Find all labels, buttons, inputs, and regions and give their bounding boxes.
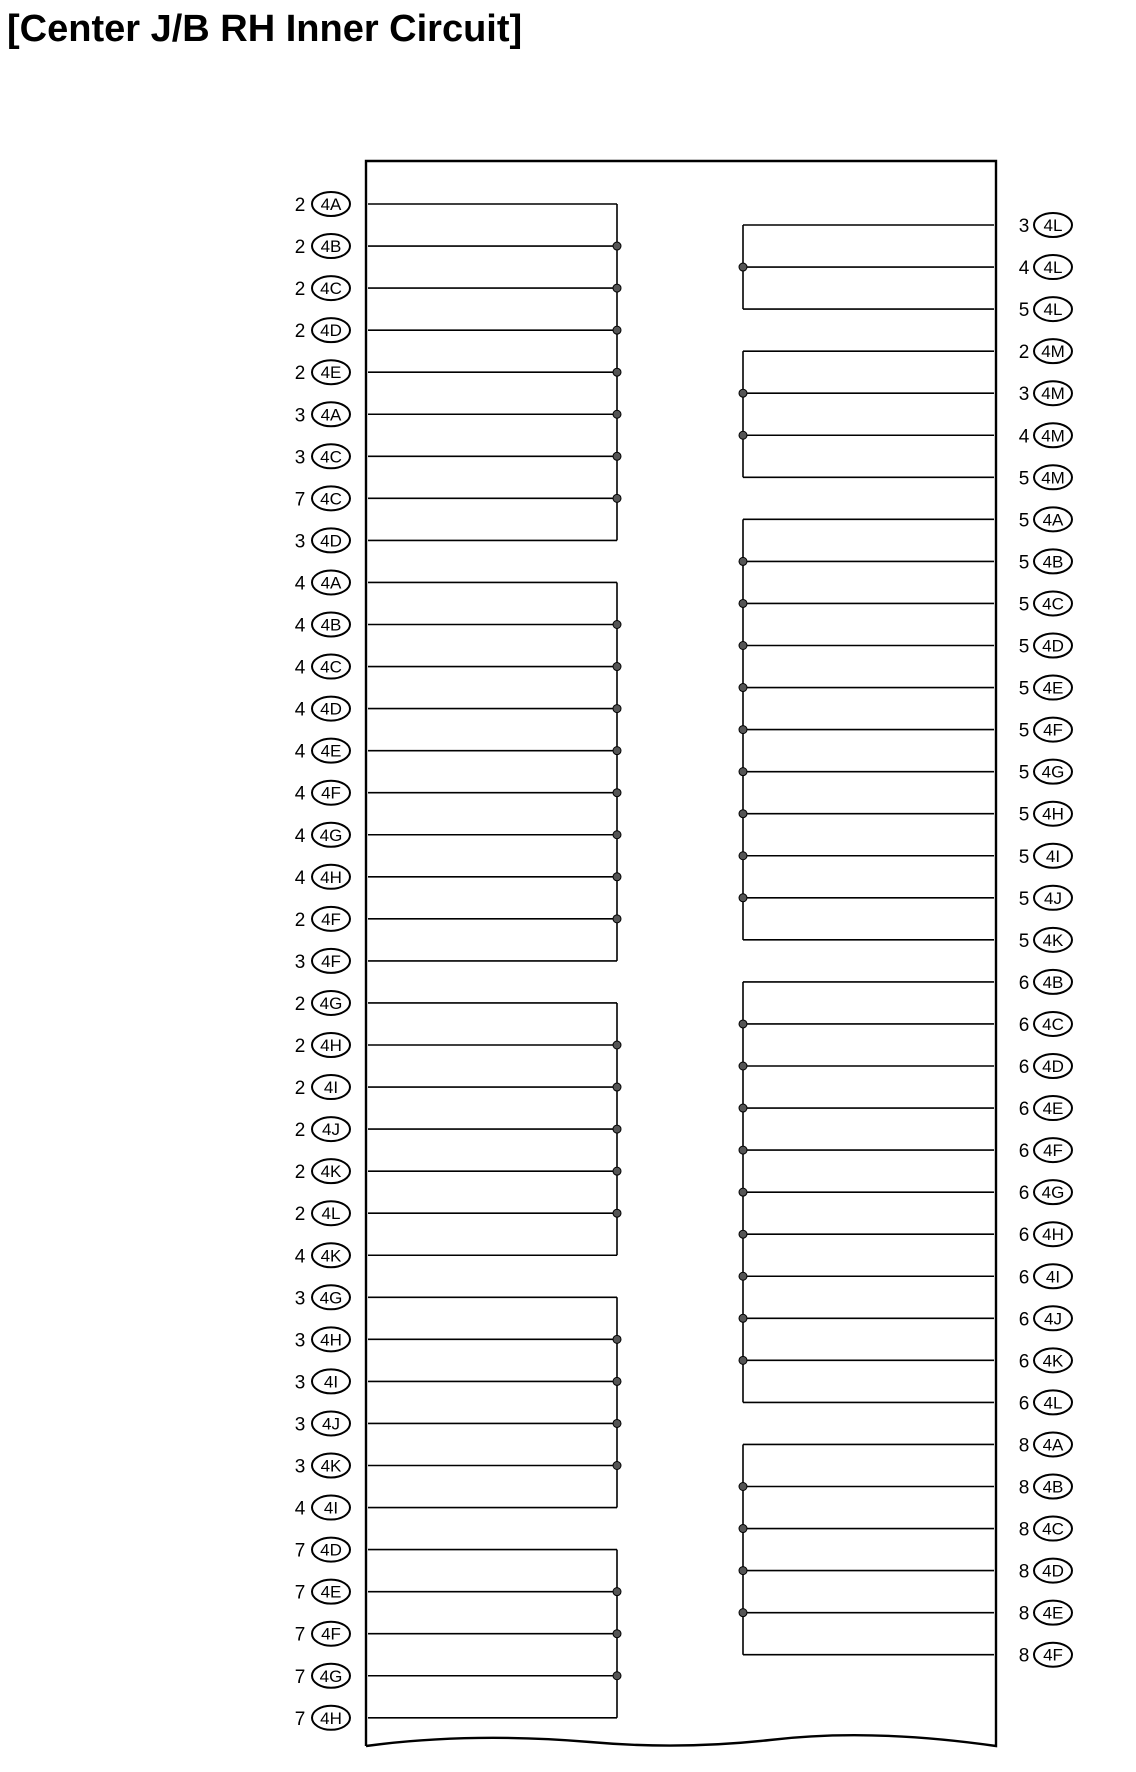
right-circuit-group — [739, 982, 994, 1403]
terminal-2-4A — [295, 192, 350, 216]
splice-dot — [613, 1335, 621, 1343]
pin-number: 3 — [1018, 216, 1030, 237]
connector-code: 4I — [1045, 1267, 1061, 1287]
pin-number: 2 — [294, 1162, 306, 1184]
splice-dot — [613, 1419, 621, 1427]
pin-number: 6 — [1018, 1225, 1030, 1247]
terminal-5-4J — [1019, 886, 1072, 910]
connector-code: 4I — [323, 1372, 339, 1392]
splice-dot — [739, 389, 747, 397]
splice-dot — [739, 431, 747, 439]
pin-number: 7 — [294, 1708, 306, 1730]
connector-code: 4C — [1042, 1014, 1064, 1034]
terminal-7-4E — [295, 1580, 350, 1604]
connector-code: 4D — [320, 531, 342, 551]
terminal-5-4A — [1019, 507, 1072, 531]
connector-code: 4D — [1042, 636, 1064, 656]
terminal-2-4L — [295, 1201, 350, 1225]
connector-code: 4A — [320, 573, 342, 593]
terminal-2-4J — [295, 1117, 350, 1141]
pin-number: 8 — [1018, 1435, 1030, 1457]
connector-code: 4M — [1041, 342, 1065, 362]
terminal-5-4F — [1019, 718, 1072, 742]
pin-number: 6 — [1018, 1393, 1030, 1415]
pin-number: 6 — [1018, 1014, 1030, 1036]
terminal-5-4D — [1019, 634, 1072, 658]
splice-dot — [739, 1062, 747, 1070]
splice-dot — [739, 852, 747, 860]
terminal-4-4F — [295, 781, 350, 805]
connector-code: 4C — [1042, 1519, 1064, 1539]
connector-code: 4B — [320, 615, 342, 635]
terminal-6-4B — [1019, 970, 1072, 994]
pin-number: 3 — [294, 1330, 306, 1352]
terminal-6-4E — [1019, 1096, 1072, 1120]
connector-code: 4L — [1043, 1393, 1063, 1413]
pin-number: 5 — [1018, 510, 1030, 532]
connector-code: 4F — [321, 783, 341, 803]
connector-code: 4I — [323, 1078, 339, 1098]
terminal-3-4A — [295, 402, 350, 426]
splice-dot — [739, 557, 747, 565]
pin-number: 4 — [294, 615, 306, 637]
connector-code: 4M — [1041, 468, 1065, 488]
pin-number: 2 — [294, 279, 306, 301]
connector-code: 4H — [1042, 1225, 1064, 1245]
splice-dot — [739, 1104, 747, 1112]
splice-dot — [613, 410, 621, 418]
splice-dot — [739, 1609, 747, 1617]
connector-code: 4C — [320, 279, 342, 299]
terminal-5-4E — [1019, 676, 1072, 700]
connector-code: 4J — [1044, 1309, 1062, 1329]
pin-number: 3 — [294, 1288, 306, 1310]
splice-dot — [739, 1356, 747, 1364]
connector-code: 4E — [1042, 1099, 1064, 1119]
terminal-8-4E — [1019, 1601, 1072, 1625]
splice-dot — [613, 452, 621, 460]
terminal-7-4H — [295, 1706, 350, 1730]
page-title: [Center J/B RH Inner Circuit] — [7, 8, 523, 50]
connector-code: 4E — [320, 1582, 342, 1602]
connector-code: 4B — [320, 237, 342, 257]
splice-dot — [739, 1483, 747, 1491]
terminal-4-4A — [295, 570, 350, 594]
terminal-4-4G — [295, 823, 350, 847]
terminal-2-4F — [295, 907, 350, 931]
right-circuit-group — [739, 1444, 994, 1654]
connector-code: 4F — [321, 1624, 341, 1644]
pin-number: 4 — [294, 1246, 306, 1268]
splice-dot — [613, 1588, 621, 1596]
pin-number: 4 — [294, 741, 306, 763]
terminal-6-4K — [1019, 1348, 1072, 1372]
connector-code: 4H — [320, 1036, 342, 1055]
pin-number: 8 — [1018, 1561, 1030, 1583]
pin-number: 3 — [294, 531, 306, 553]
splice-dot — [613, 1083, 621, 1091]
pin-number: 6 — [1018, 1351, 1030, 1373]
left-circuit-group — [368, 1003, 621, 1255]
splice-dot — [613, 1167, 621, 1175]
terminal-3-4J — [295, 1411, 350, 1435]
pin-number: 8 — [1018, 1603, 1030, 1625]
pin-number: 8 — [1018, 1519, 1030, 1541]
pin-number: 2 — [294, 1120, 306, 1142]
pin-number: 6 — [1018, 1267, 1030, 1289]
terminal-6-4J — [1019, 1306, 1072, 1330]
terminal-8-4C — [1019, 1517, 1072, 1541]
connector-code: 4G — [1041, 1183, 1065, 1203]
pin-number: 4 — [294, 1498, 306, 1520]
terminal-8-4A — [1019, 1432, 1072, 1456]
connector-code: 4K — [320, 1162, 342, 1182]
splice-dot — [739, 1567, 747, 1575]
terminal-5-4C — [1019, 591, 1072, 615]
splice-dot — [739, 810, 747, 818]
connector-code: 4G — [319, 993, 343, 1013]
pin-number: 3 — [294, 951, 306, 973]
splice-dot — [613, 705, 621, 713]
right-circuit-group — [739, 519, 994, 940]
connector-code: 4I — [323, 1498, 339, 1518]
connector-code: 4D — [1042, 1561, 1064, 1581]
terminal-5-4I — [1019, 844, 1072, 868]
pin-number: 4 — [294, 657, 306, 679]
terminal-3-4L — [1019, 213, 1072, 237]
pin-number: 4 — [294, 825, 306, 847]
pin-number: 3 — [294, 1414, 306, 1436]
connector-code: 4A — [320, 405, 342, 425]
terminal-2-4M — [1019, 339, 1072, 363]
connector-code: 4F — [321, 951, 341, 971]
pin-number: 7 — [294, 1666, 306, 1688]
splice-dot — [739, 1314, 747, 1322]
pin-number: 5 — [1018, 300, 1030, 322]
splice-dot — [739, 1525, 747, 1533]
pin-number: 5 — [1018, 636, 1030, 658]
connector-code: 4M — [1041, 426, 1065, 446]
terminal-7-4C — [295, 486, 350, 510]
pin-number: 3 — [294, 447, 306, 469]
connector-code: 4G — [319, 825, 343, 845]
connector-code: 4E — [1042, 678, 1064, 698]
pin-number: 4 — [294, 867, 306, 889]
connector-code: 4K — [1042, 930, 1064, 950]
pin-number: 5 — [1018, 846, 1030, 868]
pin-number: 3 — [294, 1372, 306, 1394]
terminal-5-4L — [1019, 297, 1072, 321]
connector-code: 4J — [322, 1414, 340, 1434]
connector-code: 4D — [1042, 1057, 1064, 1076]
splice-dot — [613, 1630, 621, 1638]
connector-code: 4F — [1043, 720, 1063, 740]
pin-number: 3 — [294, 1456, 306, 1478]
terminal-4-4E — [295, 739, 350, 763]
left-circuit-group — [368, 204, 621, 540]
splice-dot — [613, 663, 621, 671]
splice-dot — [739, 1230, 747, 1238]
connector-code: 4G — [319, 1288, 343, 1308]
pin-number: 2 — [294, 1036, 306, 1057]
connector-code: 4A — [320, 195, 342, 214]
pin-number: 3 — [1018, 384, 1030, 406]
connector-code: 4C — [1042, 594, 1064, 614]
connector-code: 4M — [1041, 384, 1065, 404]
pin-number: 8 — [1018, 1477, 1030, 1499]
connector-code: 4K — [1042, 1351, 1064, 1371]
pin-number: 2 — [294, 237, 306, 259]
terminal-4-4M — [1019, 423, 1072, 447]
terminal-6-4F — [1019, 1138, 1072, 1162]
connector-code: 4C — [320, 489, 342, 509]
connector-code: 4H — [320, 1330, 342, 1350]
connector-code: 4B — [1042, 552, 1064, 572]
splice-dot — [739, 684, 747, 692]
right-circuit-group — [739, 351, 994, 477]
pin-number: 6 — [1018, 1099, 1030, 1121]
right-circuit-group — [739, 225, 994, 309]
connector-code: 4H — [320, 867, 342, 887]
connector-code: 4D — [320, 321, 342, 341]
splice-dot — [613, 789, 621, 797]
terminal-2-4E — [295, 360, 350, 384]
splice-dot — [739, 768, 747, 776]
pin-number: 6 — [1018, 1141, 1030, 1163]
terminal-6-4L — [1019, 1390, 1072, 1414]
connector-code: 4L — [1043, 216, 1063, 235]
terminal-8-4B — [1019, 1475, 1072, 1499]
connector-code: 4L — [1043, 258, 1063, 278]
connector-code: 4G — [1041, 762, 1065, 782]
splice-dot — [613, 747, 621, 755]
terminal-6-4I — [1019, 1264, 1072, 1288]
terminal-8-4F — [1019, 1643, 1072, 1667]
pin-number: 2 — [294, 1204, 306, 1226]
connector-code: 4H — [320, 1708, 342, 1728]
pin-number: 2 — [294, 993, 306, 1015]
splice-dot — [739, 599, 747, 607]
connector-code: 4A — [1042, 1435, 1064, 1455]
connector-code: 4L — [321, 1204, 341, 1224]
terminal-8-4D — [1019, 1559, 1072, 1583]
terminal-4-4D — [295, 697, 350, 721]
splice-dot — [613, 326, 621, 334]
pin-number: 4 — [294, 573, 306, 595]
terminal-4-4I — [295, 1496, 350, 1520]
connector-code: 4C — [320, 447, 342, 467]
terminal-3-4D — [295, 528, 350, 552]
splice-dot — [613, 1672, 621, 1680]
splice-dot — [613, 621, 621, 629]
splice-dot — [739, 263, 747, 271]
left-circuit-group — [368, 582, 621, 960]
pin-number: 7 — [294, 1540, 306, 1562]
connector-code: 4F — [1043, 1645, 1063, 1665]
connector-code: 4K — [320, 1456, 342, 1476]
pin-number: 5 — [1018, 804, 1030, 826]
splice-dot — [613, 1041, 621, 1049]
connector-code: 4E — [320, 363, 342, 383]
terminal-4-4C — [295, 655, 350, 679]
terminal-4-4H — [295, 865, 350, 889]
connector-code: 4D — [320, 1540, 342, 1560]
terminal-5-4M — [1019, 465, 1072, 489]
splice-dot — [613, 284, 621, 292]
splice-dot — [613, 831, 621, 839]
pin-number: 5 — [1018, 468, 1030, 490]
pin-number: 2 — [294, 195, 306, 216]
splice-dot — [739, 1188, 747, 1196]
splice-dot — [613, 1462, 621, 1470]
connector-code: 4L — [1043, 300, 1063, 320]
connector-code: 4F — [321, 909, 341, 929]
terminal-7-4F — [295, 1622, 350, 1646]
terminal-2-4I — [295, 1075, 350, 1099]
splice-dot — [739, 1020, 747, 1028]
connector-code: 4B — [1042, 972, 1064, 992]
pin-number: 5 — [1018, 930, 1030, 952]
pin-number: 7 — [294, 489, 306, 511]
splice-dot — [739, 1146, 747, 1154]
pin-number: 5 — [1018, 762, 1030, 784]
pin-number: 2 — [294, 1078, 306, 1100]
connector-code: 4J — [1044, 888, 1062, 908]
pin-number: 3 — [294, 405, 306, 427]
connector-code: 4E — [320, 741, 342, 761]
splice-dot — [613, 368, 621, 376]
terminal-7-4G — [295, 1664, 350, 1688]
connector-code: 4J — [322, 1120, 340, 1140]
pin-number: 2 — [1018, 342, 1030, 364]
pin-number: 5 — [1018, 594, 1030, 616]
connector-code: 4B — [1042, 1477, 1064, 1497]
terminal-6-4G — [1019, 1180, 1072, 1204]
splice-dot — [739, 894, 747, 902]
pin-number: 2 — [294, 363, 306, 385]
pin-number: 7 — [294, 1582, 306, 1604]
connector-code: 4H — [1042, 804, 1064, 824]
terminal-5-4H — [1019, 802, 1072, 826]
terminal-3-4C — [295, 444, 350, 468]
splice-dot — [613, 1125, 621, 1133]
terminal-2-4K — [295, 1159, 350, 1183]
terminal-4-4K — [295, 1243, 350, 1267]
connector-code: 4I — [1045, 846, 1061, 866]
left-circuit-group — [368, 1550, 621, 1718]
terminal-3-4F — [295, 949, 350, 973]
pin-number: 4 — [294, 699, 306, 721]
pin-number: 8 — [1018, 1645, 1030, 1667]
splice-dot — [613, 873, 621, 881]
pin-number: 5 — [1018, 720, 1030, 742]
connector-code: 4E — [1042, 1603, 1064, 1623]
pin-number: 6 — [1018, 1183, 1030, 1205]
terminal-2-4D — [295, 318, 350, 342]
terminal-4-4B — [295, 613, 350, 637]
splice-dot — [613, 1377, 621, 1385]
splice-dot — [613, 242, 621, 250]
connector-code: 4G — [319, 1666, 343, 1686]
pin-number: 4 — [1018, 426, 1030, 448]
splice-dot — [613, 494, 621, 502]
terminal-5-4B — [1019, 549, 1072, 573]
connector-code: 4A — [1042, 510, 1064, 530]
terminal-2-4G — [295, 991, 350, 1015]
pin-number: 7 — [294, 1624, 306, 1646]
terminal-7-4D — [295, 1538, 350, 1562]
pin-number: 6 — [1018, 1057, 1030, 1078]
pin-number: 5 — [1018, 888, 1030, 910]
terminal-2-4H — [295, 1033, 350, 1057]
terminal-6-4C — [1019, 1012, 1072, 1036]
terminal-3-4I — [295, 1369, 350, 1393]
splice-dot — [739, 1272, 747, 1280]
pin-number: 6 — [1018, 972, 1030, 994]
left-circuit-group — [368, 1297, 621, 1507]
terminal-2-4C — [295, 276, 350, 300]
terminal-3-4H — [295, 1327, 350, 1351]
splice-dot — [739, 726, 747, 734]
terminal-3-4M — [1019, 381, 1072, 405]
pin-number: 4 — [1018, 258, 1030, 280]
terminal-4-4L — [1019, 255, 1072, 279]
terminal-3-4K — [295, 1454, 350, 1478]
splice-dot — [613, 1209, 621, 1217]
terminal-6-4H — [1019, 1222, 1072, 1246]
pin-number: 5 — [1018, 552, 1030, 574]
connector-code: 4F — [1043, 1141, 1063, 1161]
terminal-5-4G — [1019, 760, 1072, 784]
splice-dot — [613, 915, 621, 923]
pin-number: 2 — [294, 909, 306, 931]
pin-number: 6 — [1018, 1309, 1030, 1331]
connector-code: 4C — [320, 657, 342, 677]
pin-number: 2 — [294, 321, 306, 343]
terminal-6-4D — [1019, 1054, 1072, 1078]
pin-number: 4 — [294, 783, 306, 805]
connector-code: 4K — [320, 1246, 342, 1266]
pin-number: 5 — [1018, 678, 1030, 700]
connector-code: 4D — [320, 699, 342, 719]
splice-dot — [739, 642, 747, 650]
terminal-3-4G — [295, 1285, 350, 1309]
terminal-2-4B — [295, 234, 350, 258]
terminal-5-4K — [1019, 928, 1072, 952]
